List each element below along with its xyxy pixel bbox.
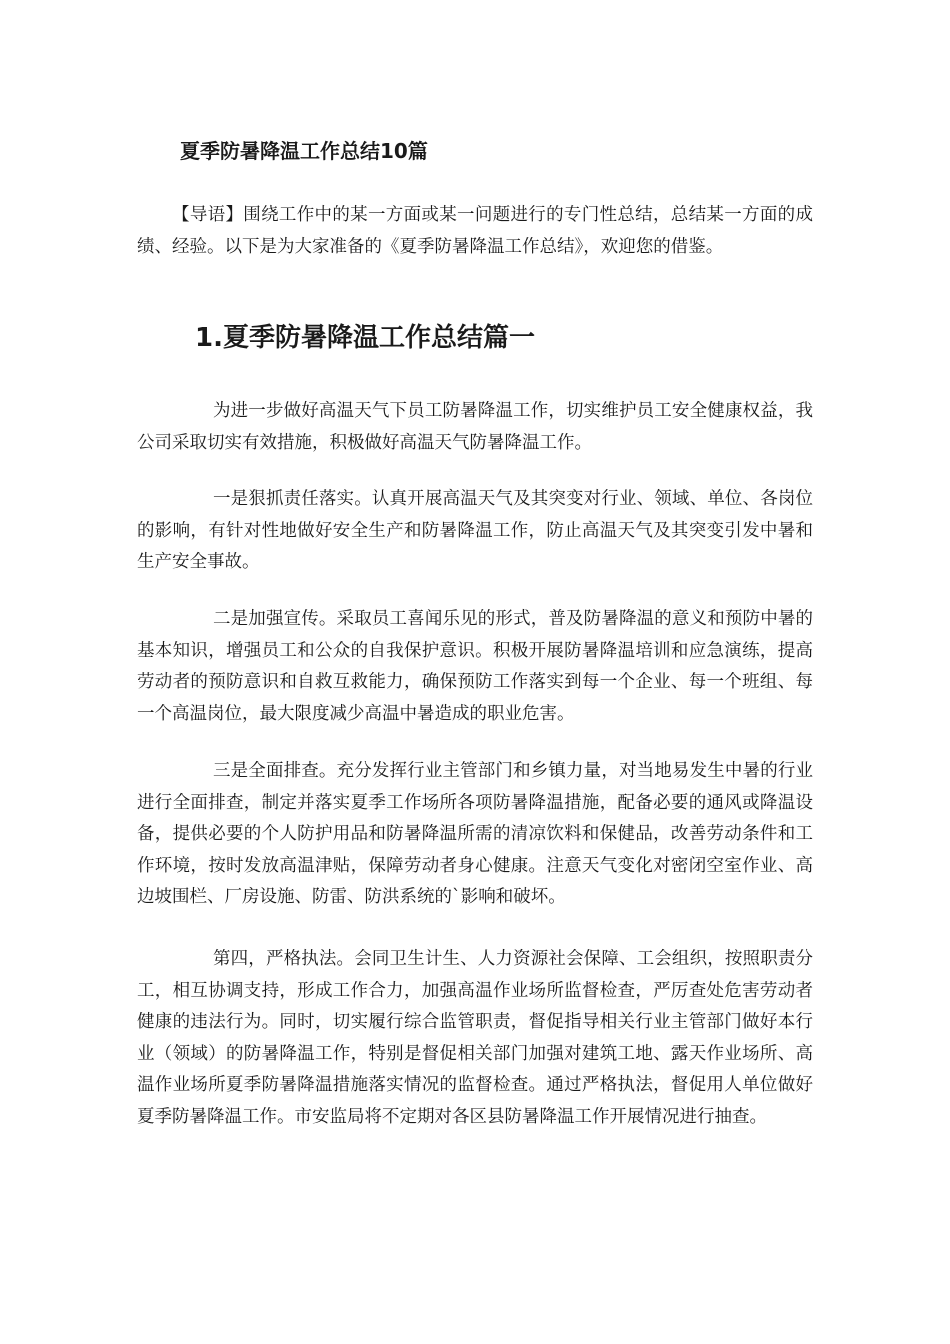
body-paragraph-1: 为进一步做好高温天气下员工防暑降温工作，切实维护员工安全健康权益，我公司采取切实有效措施，积极做好高温天气防暑降温工作。 bbox=[137, 401, 813, 453]
intro-paragraph: 【导语】围绕工作中的某一方面或某一问题进行的专门性总结，总结某一方面的成绩、经验。以下是为大家准备的《夏季防暑降温工作总结》，欢迎您的借鉴。 bbox=[137, 205, 813, 257]
body-paragraph-4: 三是全面排查。充分发挥行业主管部门和乡镇力量，对当地易发生中暑的行业进行全面排查，制定并落实夏季工作场所各项防暑降温措施，配备必要的通风或降温设备，提供必要的个人防护用品和防暑降温所需的清凉饮料和保健品，改善劳动条件和工作环境，按时发放高温津贴，保障劳动者身心健康。注意天气变化对密闭空室作业、高边坡围栏、厂房设施、防雷、防洪系统的`影响和破坏。 bbox=[137, 761, 813, 907]
document-title: 夏季防暑降温工作总结10篇 bbox=[180, 139, 428, 163]
body-paragraph-5: 第四，严格执法。会同卫生计生、人力资源社会保障、工会组织，按照职责分工，相互协调支持，形成工作合力，加强高温作业场所监督检查，严厉查处危害劳动者健康的违法行为。同时，切实履行综合监管职责，督促指导相关行业主管部门做好本行业（领域）的防暑降温工作，特别是督促相关部门加强对建筑工地、露天作业场所、高温作业场所夏季防暑降温措施落实情况的监督检查。通过严格执法，督促用人单位做好夏季防暑降温工作。市安监局将不定期对各区县防暑降温工作开展情况进行抽查。 bbox=[137, 949, 813, 1127]
body-paragraph-2: 一是狠抓责任落实。认真开展高温天气及其突变对行业、领域、单位、各岗位的影响，有针对性地做好安全生产和防暑降温工作，防止高温天气及其突变引发中暑和生产安全事故。 bbox=[137, 489, 813, 572]
section-heading: 1.夏季防暑降温工作总结篇一 bbox=[195, 323, 535, 353]
body-paragraph-3: 二是加强宣传。采取员工喜闻乐见的形式，普及防暑降温的意义和预防中暑的基本知识，增强员工和公众的自我保护意识。积极开展防暑降温培训和应急演练，提高劳动者的预防意识和自救互救能力，确保预防工作落实到每一个企业、每一个班组、每一个高温岗位，最大限度减少高温中暑造成的职业危害。 bbox=[137, 609, 813, 724]
